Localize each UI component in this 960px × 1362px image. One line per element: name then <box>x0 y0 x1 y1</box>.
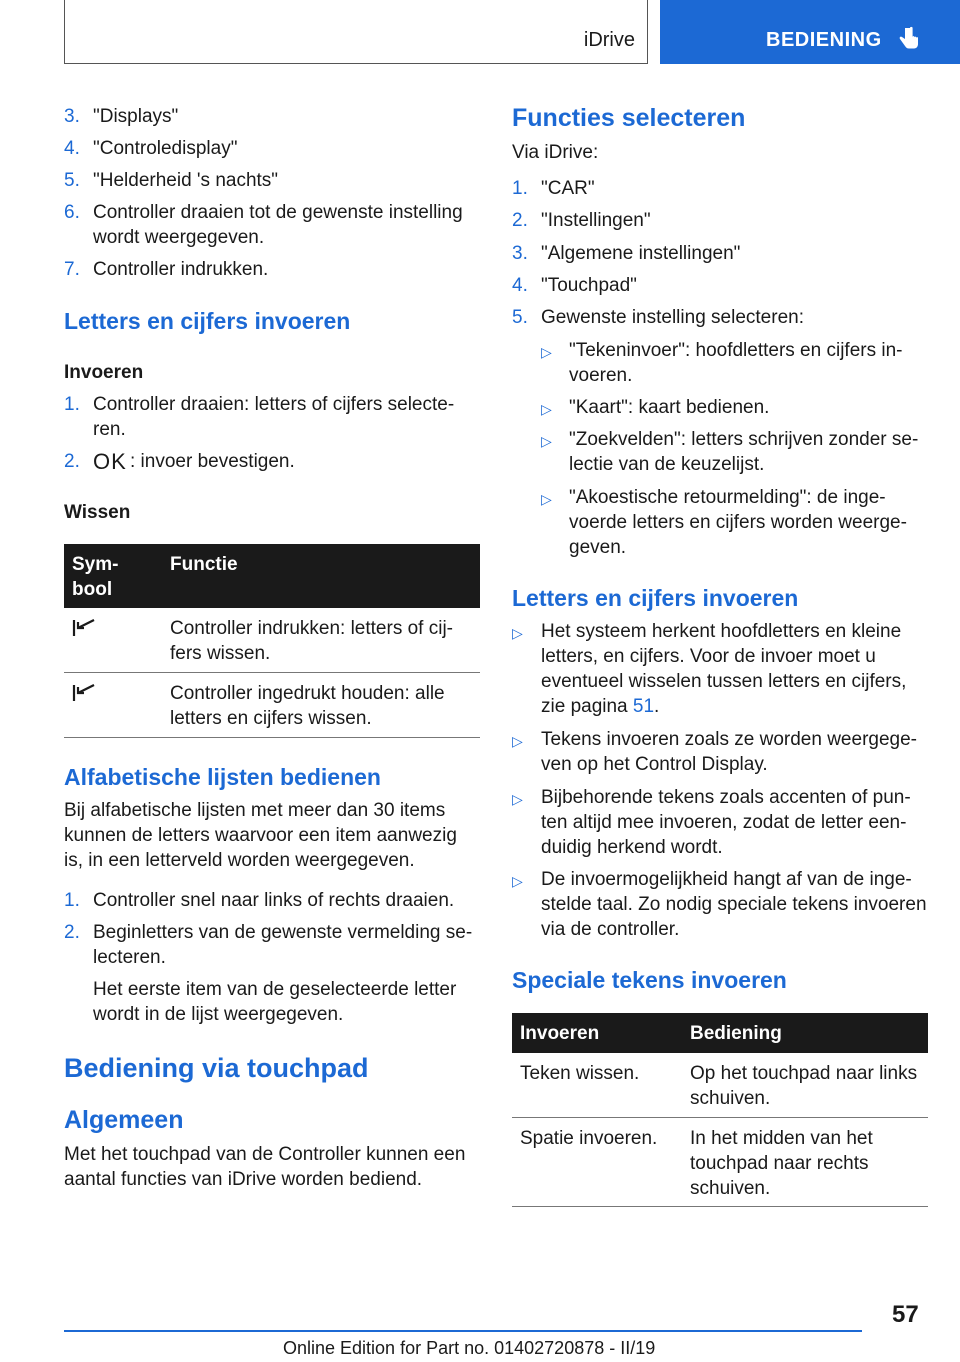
page-number: 57 <box>892 1301 919 1328</box>
table-header-cell: Invoeren <box>520 1023 600 1044</box>
table-cell: Controller ingedrukt houden: alle letters en cijfers wissen. <box>170 683 445 729</box>
list-number: 2. <box>64 922 80 943</box>
backspace-arrow-icon <box>72 683 102 703</box>
footer-edition: Online Edition for Part no. 01402720878 - II/19 <box>283 1338 656 1358</box>
table-divider <box>64 737 480 738</box>
list-text: "Algemene instellingen" <box>541 243 741 264</box>
bullet-text: Tekens invoeren zoals ze worden weergege-ven op het Control Display. <box>541 729 917 775</box>
list-text: Gewenste instelling selecteren: <box>541 307 804 328</box>
list-number: 4. <box>64 138 80 159</box>
section-heading: Letters en cijfers invoeren <box>512 585 799 611</box>
paragraph: Via iDrive: <box>512 142 599 163</box>
header-section-label: iDrive <box>583 29 635 51</box>
ok-symbol-icon: OK <box>93 449 127 474</box>
right-column <box>512 0 928 1300</box>
table-cell: Controller indrukken: letters of cij-fers wissen. <box>170 618 453 664</box>
table-cell: In het midden van het touchpad naar rechts schuiven. <box>690 1128 873 1199</box>
paragraph: Met het touchpad van de Controller kunnen een aantal functies van iDrive worden bediend. <box>64 1144 466 1190</box>
paragraph: Bij alfabetische lijsten met meer dan 30 items kunnen de letters waarvoor een item aanwezig is, in een letterveld worden weergegeven. <box>64 800 457 871</box>
list-text: "CAR" <box>541 178 595 199</box>
list-number: 4. <box>512 275 528 296</box>
list-text: Controller draaien: letters of cijfers selecte-ren. <box>93 394 455 440</box>
list-number: 6. <box>64 202 80 223</box>
paragraph: Het eerste item van de geselecteerde letter wordt in de lijst weergegeven. <box>93 979 457 1025</box>
header-chapter-label: BEDIENING <box>766 29 882 51</box>
page-link[interactable]: 51 <box>632 696 655 717</box>
list-text: Controller indrukken. <box>93 259 269 280</box>
list-text: "Instellingen" <box>541 210 651 231</box>
list-number: 5. <box>512 307 528 328</box>
table-row <box>512 1053 928 1117</box>
list-number: 3. <box>512 243 528 264</box>
table-row <box>64 608 480 672</box>
subheading: Wissen <box>64 502 131 523</box>
triangle-bullet-icon: ▷ <box>541 491 552 507</box>
list-number: 7. <box>64 259 80 280</box>
backspace-arrow-icon <box>72 618 102 638</box>
triangle-bullet-icon: ▷ <box>512 791 523 807</box>
sublist-text: "Zoekvelden": letters schrijven zonder se-lectie van de keuzelijst. <box>569 429 919 475</box>
section-heading: Speciale tekens invoeren <box>512 967 787 993</box>
section-heading: Algemeen <box>64 1106 184 1134</box>
chapter-heading: Bediening via touchpad <box>64 1053 369 1083</box>
table-header <box>512 1013 928 1053</box>
triangle-bullet-icon: ▷ <box>512 733 523 749</box>
subheading: Invoeren <box>64 362 144 383</box>
footer-rule <box>64 1330 862 1332</box>
table-divider <box>512 1206 928 1207</box>
list-text: "Touchpad" <box>541 275 637 296</box>
section-heading: Alfabetische lijsten bedienen <box>64 764 381 790</box>
list-text: Controller snel naar links of rechts draaien. <box>93 890 455 911</box>
list-number: 5. <box>64 170 80 191</box>
table-header <box>64 544 480 608</box>
table-cell: Spatie invoeren. <box>520 1128 658 1149</box>
sublist-text: "Kaart": kaart bedienen. <box>569 397 770 418</box>
list-text: Controller draaien tot de gewenste instelling wordt weergegeven. <box>93 202 463 248</box>
sublist-text: "Akoestische retourmelding": de inge-voerde letters en cijfers worden weerge-geven. <box>569 487 907 558</box>
list-text: Beginletters van de gewenste vermelding se-lecteren. <box>93 922 473 968</box>
left-column <box>64 0 480 1300</box>
list-number: 2. <box>512 210 528 231</box>
triangle-bullet-icon: ▷ <box>541 433 552 449</box>
list-number: 3. <box>64 106 80 127</box>
table-row <box>512 1118 928 1206</box>
triangle-bullet-icon: ▷ <box>541 401 552 417</box>
triangle-bullet-icon: ▷ <box>541 344 552 360</box>
list-number: 1. <box>64 394 80 415</box>
triangle-bullet-icon: ▷ <box>512 873 523 889</box>
triangle-bullet-icon: ▷ <box>512 625 523 641</box>
list-number: 1. <box>64 890 80 911</box>
list-text: : invoer bevestigen. <box>130 451 295 472</box>
table-row <box>64 673 480 737</box>
bullet-text: Het systeem herkent hoofdletters en kleine letters, en cijfers. Voor de invoer moet u eventueel wisselen tussen letters en cijfers, zie pagina 51. <box>541 621 907 717</box>
list-text: "Helderheid 's nachts" <box>93 170 279 191</box>
table-header-cell: Functie <box>170 554 238 575</box>
bullet-text: De invoermogelijkheid hangt af van de inge-stelde taal. Zo nodig speciale tekens invoeren via de controller. <box>541 869 927 940</box>
list-text: "Controledisplay" <box>93 138 238 159</box>
table-header-cell: Sym-bool <box>72 554 119 600</box>
sublist-text: "Tekeninvoer": hoofdletters en cijfers in-voeren. <box>569 340 903 386</box>
list-number: 1. <box>512 178 528 199</box>
bullet-text: Bijbehorende tekens zoals accenten of pun-ten altijd mee invoeren, zodat de letter een-duidig herkend wordt. <box>541 787 911 858</box>
list-number: 2. <box>64 451 80 472</box>
section-heading: Functies selecteren <box>512 104 746 132</box>
list-text: "Displays" <box>93 106 179 127</box>
table-header-cell: Bediening <box>690 1023 782 1044</box>
section-heading: Letters en cijfers invoeren <box>64 308 351 334</box>
table-cell: Op het touchpad naar links schuiven. <box>690 1063 918 1109</box>
table-cell: Teken wissen. <box>520 1063 640 1084</box>
